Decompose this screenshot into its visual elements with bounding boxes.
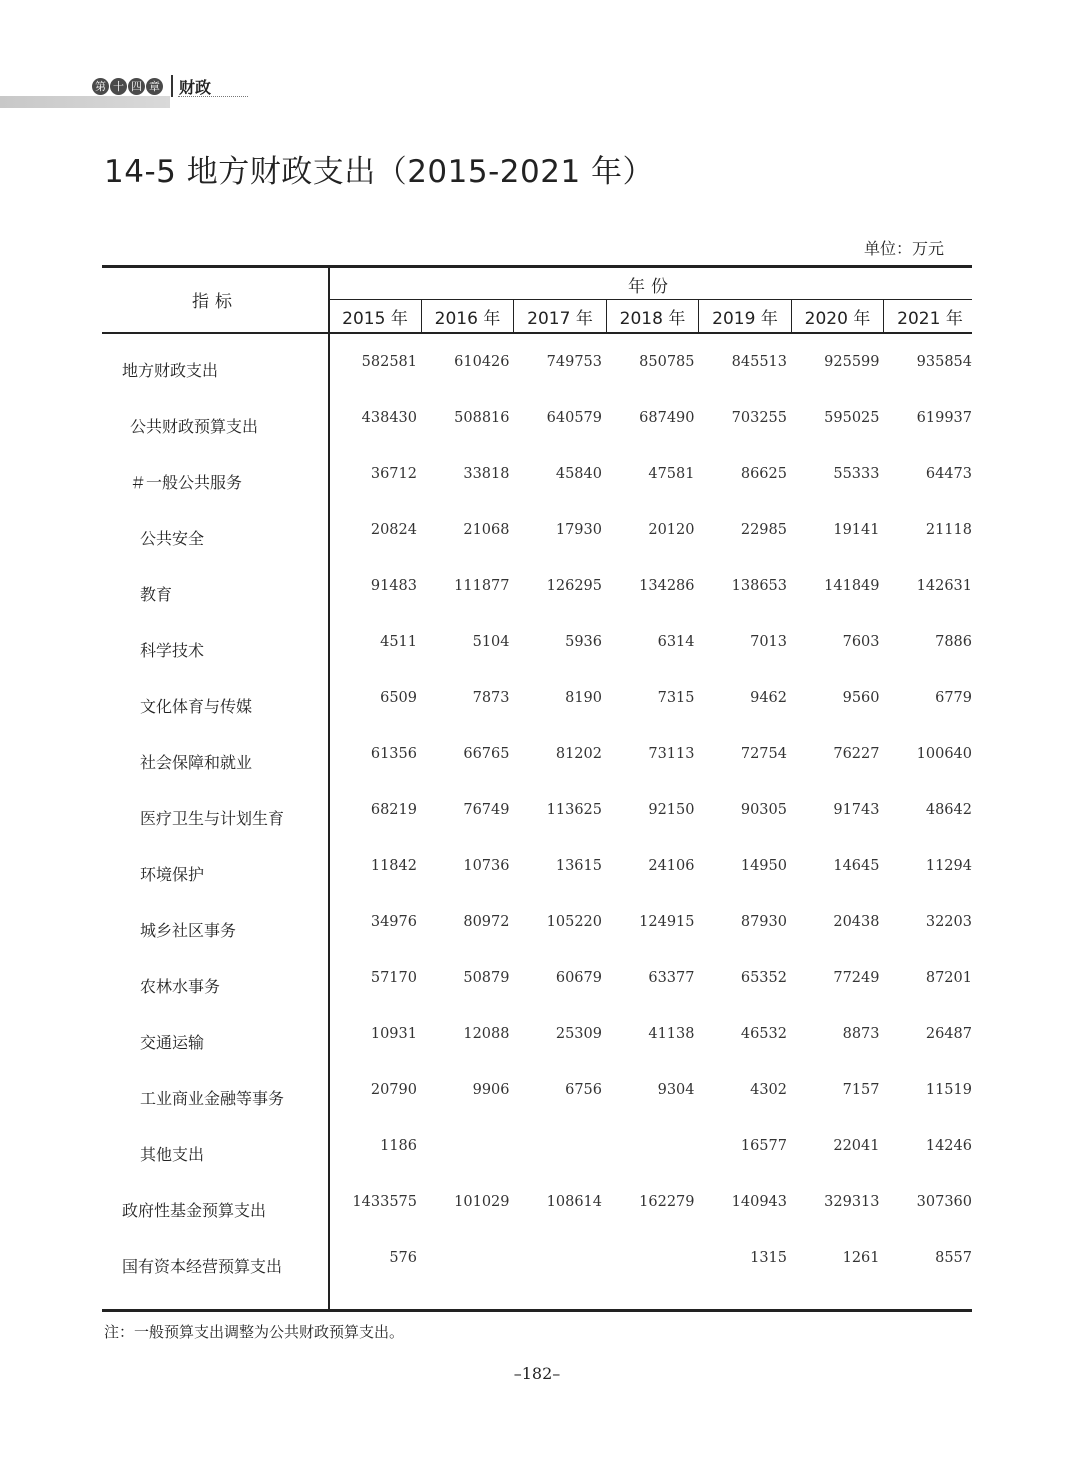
table-cell: 45840 <box>555 466 602 482</box>
table-cell: 60679 <box>555 970 602 986</box>
table-cell: 77249 <box>833 970 880 986</box>
table-cell: 25309 <box>555 1026 602 1042</box>
row-label: 农林水事务 <box>140 976 221 996</box>
table-cell: 55333 <box>833 466 880 482</box>
row-label: ＃一般公共服务 <box>130 472 243 492</box>
row-label: 交通运输 <box>140 1032 205 1052</box>
table-cell: 105220 <box>546 914 602 930</box>
table-cell: 7886 <box>935 634 972 650</box>
table-cell: 142631 <box>916 578 972 594</box>
unit-label: 单位：万元 <box>863 239 944 258</box>
chapter-number <box>92 78 163 95</box>
table-bottom-rule <box>102 1309 972 1312</box>
table-cell: 24106 <box>648 858 695 874</box>
table-cell: 76227 <box>833 746 880 762</box>
row-label: 国有资本经营预算支出 <box>122 1256 283 1276</box>
table-cell: 36712 <box>370 466 417 482</box>
table-cell: 10931 <box>370 1026 417 1042</box>
year-header: 2019 年 <box>712 309 778 329</box>
table-row <box>102 733 972 789</box>
table-cell: 5104 <box>472 634 510 650</box>
table-cell: 7013 <box>750 634 787 650</box>
table-cell: 64473 <box>925 466 972 482</box>
table-cell: 86625 <box>740 466 787 482</box>
table-row <box>102 957 972 1013</box>
table-cell: 9906 <box>472 1082 510 1098</box>
table-cell: 329313 <box>824 1194 880 1210</box>
table-cell: 138653 <box>731 578 787 594</box>
table-cell: 935854 <box>916 354 972 370</box>
table-cell: 73113 <box>648 746 695 762</box>
year-header: 2015 年 <box>342 309 408 329</box>
year-group-header: 年份 <box>628 276 674 297</box>
table-cell: 6314 <box>657 634 695 650</box>
table-cell: 4302 <box>750 1082 787 1098</box>
table-row <box>102 453 972 509</box>
table-cell: 134286 <box>639 578 695 594</box>
table-cell: 100640 <box>916 746 972 762</box>
table-cell: 61356 <box>370 746 417 762</box>
page-number: –182– <box>513 1364 561 1383</box>
table-cell: 91483 <box>370 578 417 594</box>
row-label: 公共安全 <box>140 528 205 548</box>
table-cell: 13615 <box>555 858 602 874</box>
table-cell: 16577 <box>740 1138 787 1154</box>
row-label: 城乡社区事务 <box>140 920 237 940</box>
table-cell: 6756 <box>565 1082 602 1098</box>
table-cell: 46532 <box>740 1026 787 1042</box>
year-separator <box>698 299 699 333</box>
table-cell: 845513 <box>731 354 787 370</box>
table-row <box>102 341 972 397</box>
row-label: 政府性基金预算支出 <box>122 1200 267 1220</box>
table-cell: 12088 <box>463 1026 510 1042</box>
table-cell: 20790 <box>370 1082 417 1098</box>
table-cell: 57170 <box>370 970 417 986</box>
table-cell: 124915 <box>639 914 695 930</box>
table-cell: 11519 <box>925 1082 972 1098</box>
table-cell: 113625 <box>546 802 602 818</box>
table-cell: 32203 <box>925 914 972 930</box>
table-row <box>102 621 972 677</box>
table-cell: 26487 <box>925 1026 972 1042</box>
table-cell: 438430 <box>361 410 417 426</box>
table-cell <box>514 1125 602 1167</box>
table-cell <box>514 1237 602 1279</box>
table-cell: 749753 <box>546 354 602 370</box>
table-cell: 63377 <box>648 970 695 986</box>
year-separator <box>421 299 422 333</box>
table-cell: 14950 <box>740 858 787 874</box>
table-row <box>102 1069 972 1125</box>
table-cell: 11294 <box>925 858 972 874</box>
table-cell: 925599 <box>824 354 880 370</box>
row-label: 环境保护 <box>140 864 205 884</box>
row-label: 工业商业金融等事务 <box>140 1088 285 1108</box>
table-cell: 619937 <box>916 410 972 426</box>
table-cell: 50879 <box>463 970 510 986</box>
table-cell <box>607 1125 695 1167</box>
table-row <box>102 1013 972 1069</box>
table-note: 注：一般预算支出调整为公共财政预算支出。 <box>104 1323 405 1341</box>
table-cell: 68219 <box>370 802 417 818</box>
table-cell: 640579 <box>546 410 602 426</box>
table-cell: 140943 <box>731 1194 787 1210</box>
table-cell: 19141 <box>833 522 880 538</box>
table-cell: 1315 <box>750 1250 787 1266</box>
table-cell: 10736 <box>463 858 510 874</box>
chapter-char: 第 <box>92 78 109 95</box>
table-cell: 508816 <box>454 410 510 426</box>
year-header: 2020 年 <box>804 309 871 329</box>
table-cell: 141849 <box>824 578 880 594</box>
table-cell: 20438 <box>833 914 880 930</box>
row-label: 社会保障和就业 <box>140 752 253 772</box>
row-label: 科学技术 <box>140 640 205 660</box>
table-cell: 33818 <box>463 466 510 482</box>
table-cell: 307360 <box>916 1194 972 1210</box>
table-cell <box>607 1237 695 1279</box>
table-cell: 4511 <box>380 634 417 650</box>
table-cell: 21068 <box>463 522 510 538</box>
table-cell: 41138 <box>648 1026 695 1042</box>
year-header: 2016 年 <box>434 309 501 329</box>
chapter-divider <box>171 75 173 97</box>
table-cell: 91743 <box>833 802 880 818</box>
table-cell: 1433575 <box>352 1194 417 1210</box>
table-cell: 7315 <box>657 690 695 706</box>
year-header: 2018 年 <box>619 309 686 329</box>
table-cell <box>422 1237 510 1279</box>
table-row <box>102 1237 972 1293</box>
row-label: 地方财政支出 <box>122 360 219 380</box>
table-cell: 48642 <box>925 802 972 818</box>
year-separator <box>606 299 607 333</box>
table-cell: 76749 <box>463 802 510 818</box>
table-cell <box>422 1125 510 1167</box>
table-cell: 21118 <box>925 522 972 538</box>
table-cell: 6779 <box>935 690 972 706</box>
table-cell: 87201 <box>925 970 972 986</box>
table-row <box>102 901 972 957</box>
table-row <box>102 565 972 621</box>
table-cell: 9560 <box>842 690 880 706</box>
table-cell: 7157 <box>842 1082 880 1098</box>
table-cell: 101029 <box>454 1194 510 1210</box>
table-row <box>102 677 972 733</box>
table-cell: 8873 <box>842 1026 880 1042</box>
table-cell: 14246 <box>925 1138 972 1154</box>
row-label: 教育 <box>140 584 173 604</box>
table-cell: 7603 <box>842 634 880 650</box>
year-separator <box>791 299 792 333</box>
table-cell: 17930 <box>555 522 602 538</box>
table-cell: 20120 <box>648 522 695 538</box>
table-cell: 34976 <box>370 914 417 930</box>
table-cell: 65352 <box>740 970 787 986</box>
table-cell: 595025 <box>824 410 880 426</box>
table-row <box>102 1181 972 1237</box>
table-row <box>102 789 972 845</box>
chapter-char: 十 <box>110 78 127 95</box>
row-label: 文化体育与传媒 <box>140 696 253 716</box>
table-cell: 11842 <box>370 858 417 874</box>
table-cell: 1186 <box>380 1138 417 1154</box>
table-cell: 22041 <box>833 1138 880 1154</box>
table-cell: 87930 <box>740 914 787 930</box>
row-label: 医疗卫生与计划生育 <box>140 808 285 828</box>
chapter-char: 章 <box>146 78 163 95</box>
table-cell: 582581 <box>361 354 417 370</box>
table-cell: 687490 <box>639 410 695 426</box>
table-cell: 66765 <box>463 746 510 762</box>
table-cell: 5936 <box>565 634 602 650</box>
table-cell: 8190 <box>565 690 602 706</box>
table-cell: 22985 <box>740 522 787 538</box>
chapter-dotted-rule <box>178 96 248 97</box>
table-cell: 20824 <box>370 522 417 538</box>
chapter-char: 四 <box>128 78 145 95</box>
year-separator <box>883 299 884 333</box>
table-row <box>102 1125 972 1181</box>
table-cell: 92150 <box>648 802 695 818</box>
page-title: 14-5 地方财政支出（2015-2021 年） <box>104 154 655 190</box>
table-cell: 9304 <box>657 1082 695 1098</box>
table-cell: 7873 <box>472 690 510 706</box>
table-cell: 610426 <box>454 354 510 370</box>
table-cell: 9462 <box>750 690 787 706</box>
year-header: 2021 年 <box>897 309 963 329</box>
table-row <box>102 509 972 565</box>
row-label: 其他支出 <box>140 1144 205 1164</box>
table-cell: 1261 <box>842 1250 880 1266</box>
table-cell: 72754 <box>740 746 787 762</box>
table-cell: 162279 <box>639 1194 695 1210</box>
index-header: 指标 <box>192 291 238 312</box>
table-row <box>102 397 972 453</box>
table-cell: 576 <box>389 1250 417 1266</box>
table-cell: 111877 <box>454 578 510 594</box>
table-cell: 90305 <box>740 802 787 818</box>
table-cell: 6509 <box>380 690 417 706</box>
year-separator <box>513 299 514 333</box>
table-cell: 703255 <box>731 410 787 426</box>
row-label: 公共财政预算支出 <box>130 416 259 436</box>
table-cell: 108614 <box>546 1194 602 1210</box>
table-cell: 126295 <box>546 578 602 594</box>
table-cell: 47581 <box>648 466 695 482</box>
chapter-title: 财政 <box>179 77 212 97</box>
table-cell: 8557 <box>935 1250 972 1266</box>
table-row <box>102 845 972 901</box>
table-cell: 80972 <box>463 914 510 930</box>
year-header: 2017 年 <box>527 309 593 329</box>
table-cell: 850785 <box>639 354 695 370</box>
table-cell: 14645 <box>833 858 880 874</box>
table-cell: 81202 <box>555 746 602 762</box>
